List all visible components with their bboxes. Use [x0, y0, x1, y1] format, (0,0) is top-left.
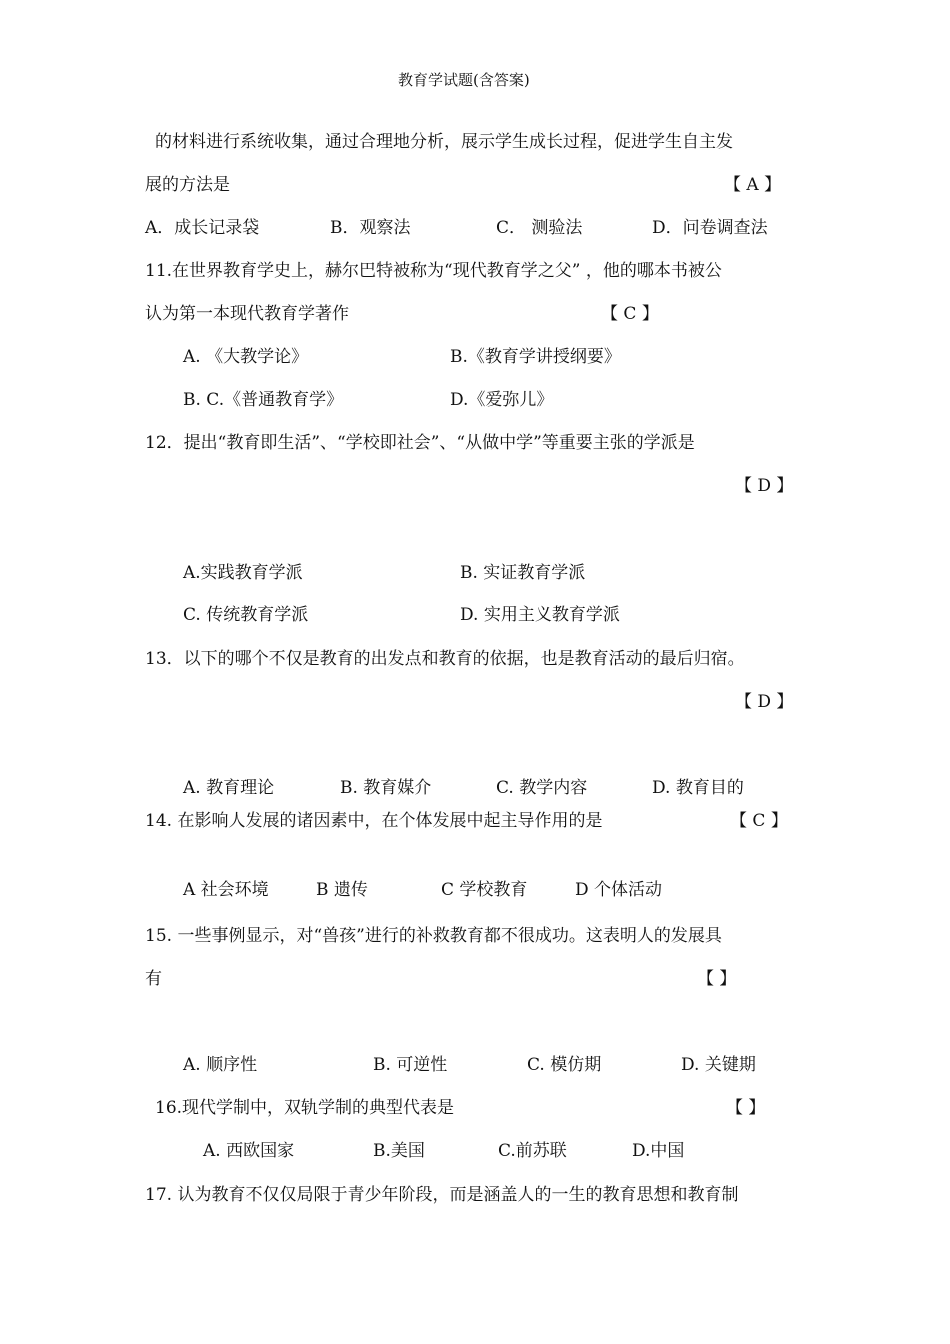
q15-option-c: C. 模仿期	[527, 1055, 602, 1075]
q16-option-c: C.前苏联	[498, 1141, 567, 1161]
q12-option-d: D. 实用主义教育学派	[460, 605, 620, 625]
q16-option-b: B.美国	[373, 1141, 425, 1161]
q10-answer: 【 A 】	[724, 175, 782, 195]
q14-answer: 【 C 】	[730, 811, 788, 831]
q16-option-a: A. 西欧国家	[203, 1141, 295, 1161]
q14-option-b: B 遗传	[316, 880, 368, 900]
q15-option-a: A. 顺序性	[183, 1055, 258, 1075]
q13-option-c: C. 教学内容	[496, 778, 588, 798]
page-header: 教育学试题(含答案)	[398, 71, 530, 89]
q10-option-c: C． 测验法	[496, 218, 583, 238]
q10-option-b: B．观察法	[330, 218, 411, 238]
q14-text-line1: 14. 在影响人发展的诸因素中，在个体发展中起主导作用的是	[145, 811, 603, 831]
q11-text-line2: 认为第一本现代教育学著作	[145, 304, 349, 324]
q13-text-line1: 13．以下的哪个不仅是教育的出发点和教育的依据，也是教育活动的最后归宿。	[145, 649, 745, 669]
q10-text-line2: 展的方法是	[145, 175, 230, 195]
q10-option-a: A．成长记录袋	[145, 218, 260, 238]
q13-option-a: A. 教育理论	[183, 778, 275, 798]
q12-answer: 【 D 】	[735, 476, 794, 496]
q16-text-line1: 16.现代学制中，双轨学制的典型代表是	[155, 1098, 455, 1118]
q16-option-d: D.中国	[632, 1141, 685, 1161]
q13-option-b: B. 教育媒介	[340, 778, 432, 798]
q15-answer: 【 】	[697, 969, 737, 989]
q16-answer: 【 】	[726, 1098, 766, 1118]
q15-text-line1: 15. 一些事例显示，对“兽孩”进行的补救教育都不很成功。这表明人的发展具	[145, 926, 722, 946]
q11-option-d: D.《爱弥儿》	[450, 390, 554, 410]
q14-option-a: A 社会环境	[183, 880, 269, 900]
q14-option-c: C 学校教育	[441, 880, 528, 900]
q12-option-a: A.实践教育学派	[183, 563, 303, 583]
q15-option-d: D. 关键期	[681, 1055, 756, 1075]
q11-answer: 【 C 】	[601, 304, 659, 324]
q13-option-d: D. 教育目的	[652, 778, 744, 798]
q13-answer: 【 D 】	[735, 692, 794, 712]
q17-text-line1: 17. 认为教育不仅仅局限于青少年阶段，而是涵盖人的一生的教育思想和教育制	[145, 1185, 739, 1205]
q15-option-b: B. 可逆性	[373, 1055, 448, 1075]
q11-option-a: A. 《大教学论》	[183, 347, 309, 367]
q15-text-line2: 有	[145, 969, 162, 989]
q10-text-line1: 的材料进行系统收集，通过合理地分析，展示学生成长过程，促进学生自主发	[155, 132, 733, 152]
q11-option-b: B.《教育学讲授纲要》	[450, 347, 621, 367]
q12-option-b: B. 实证教育学派	[460, 563, 586, 583]
q10-option-d: D．问卷调查法	[652, 218, 768, 238]
q12-text-line1: 12．提出“教育即生活”、“学校即社会”、“从做中学”等重要主张的学派是	[145, 433, 695, 453]
q11-text-line1: 11.在世界教育学史上，赫尔巴特被称为“现代教育学之父” ，他的哪本书被公	[145, 261, 722, 281]
q11-option-c: B. C.《普通教育学》	[183, 390, 344, 410]
q14-option-d: D 个体活动	[575, 880, 663, 900]
q12-option-c: C. 传统教育学派	[183, 605, 309, 625]
